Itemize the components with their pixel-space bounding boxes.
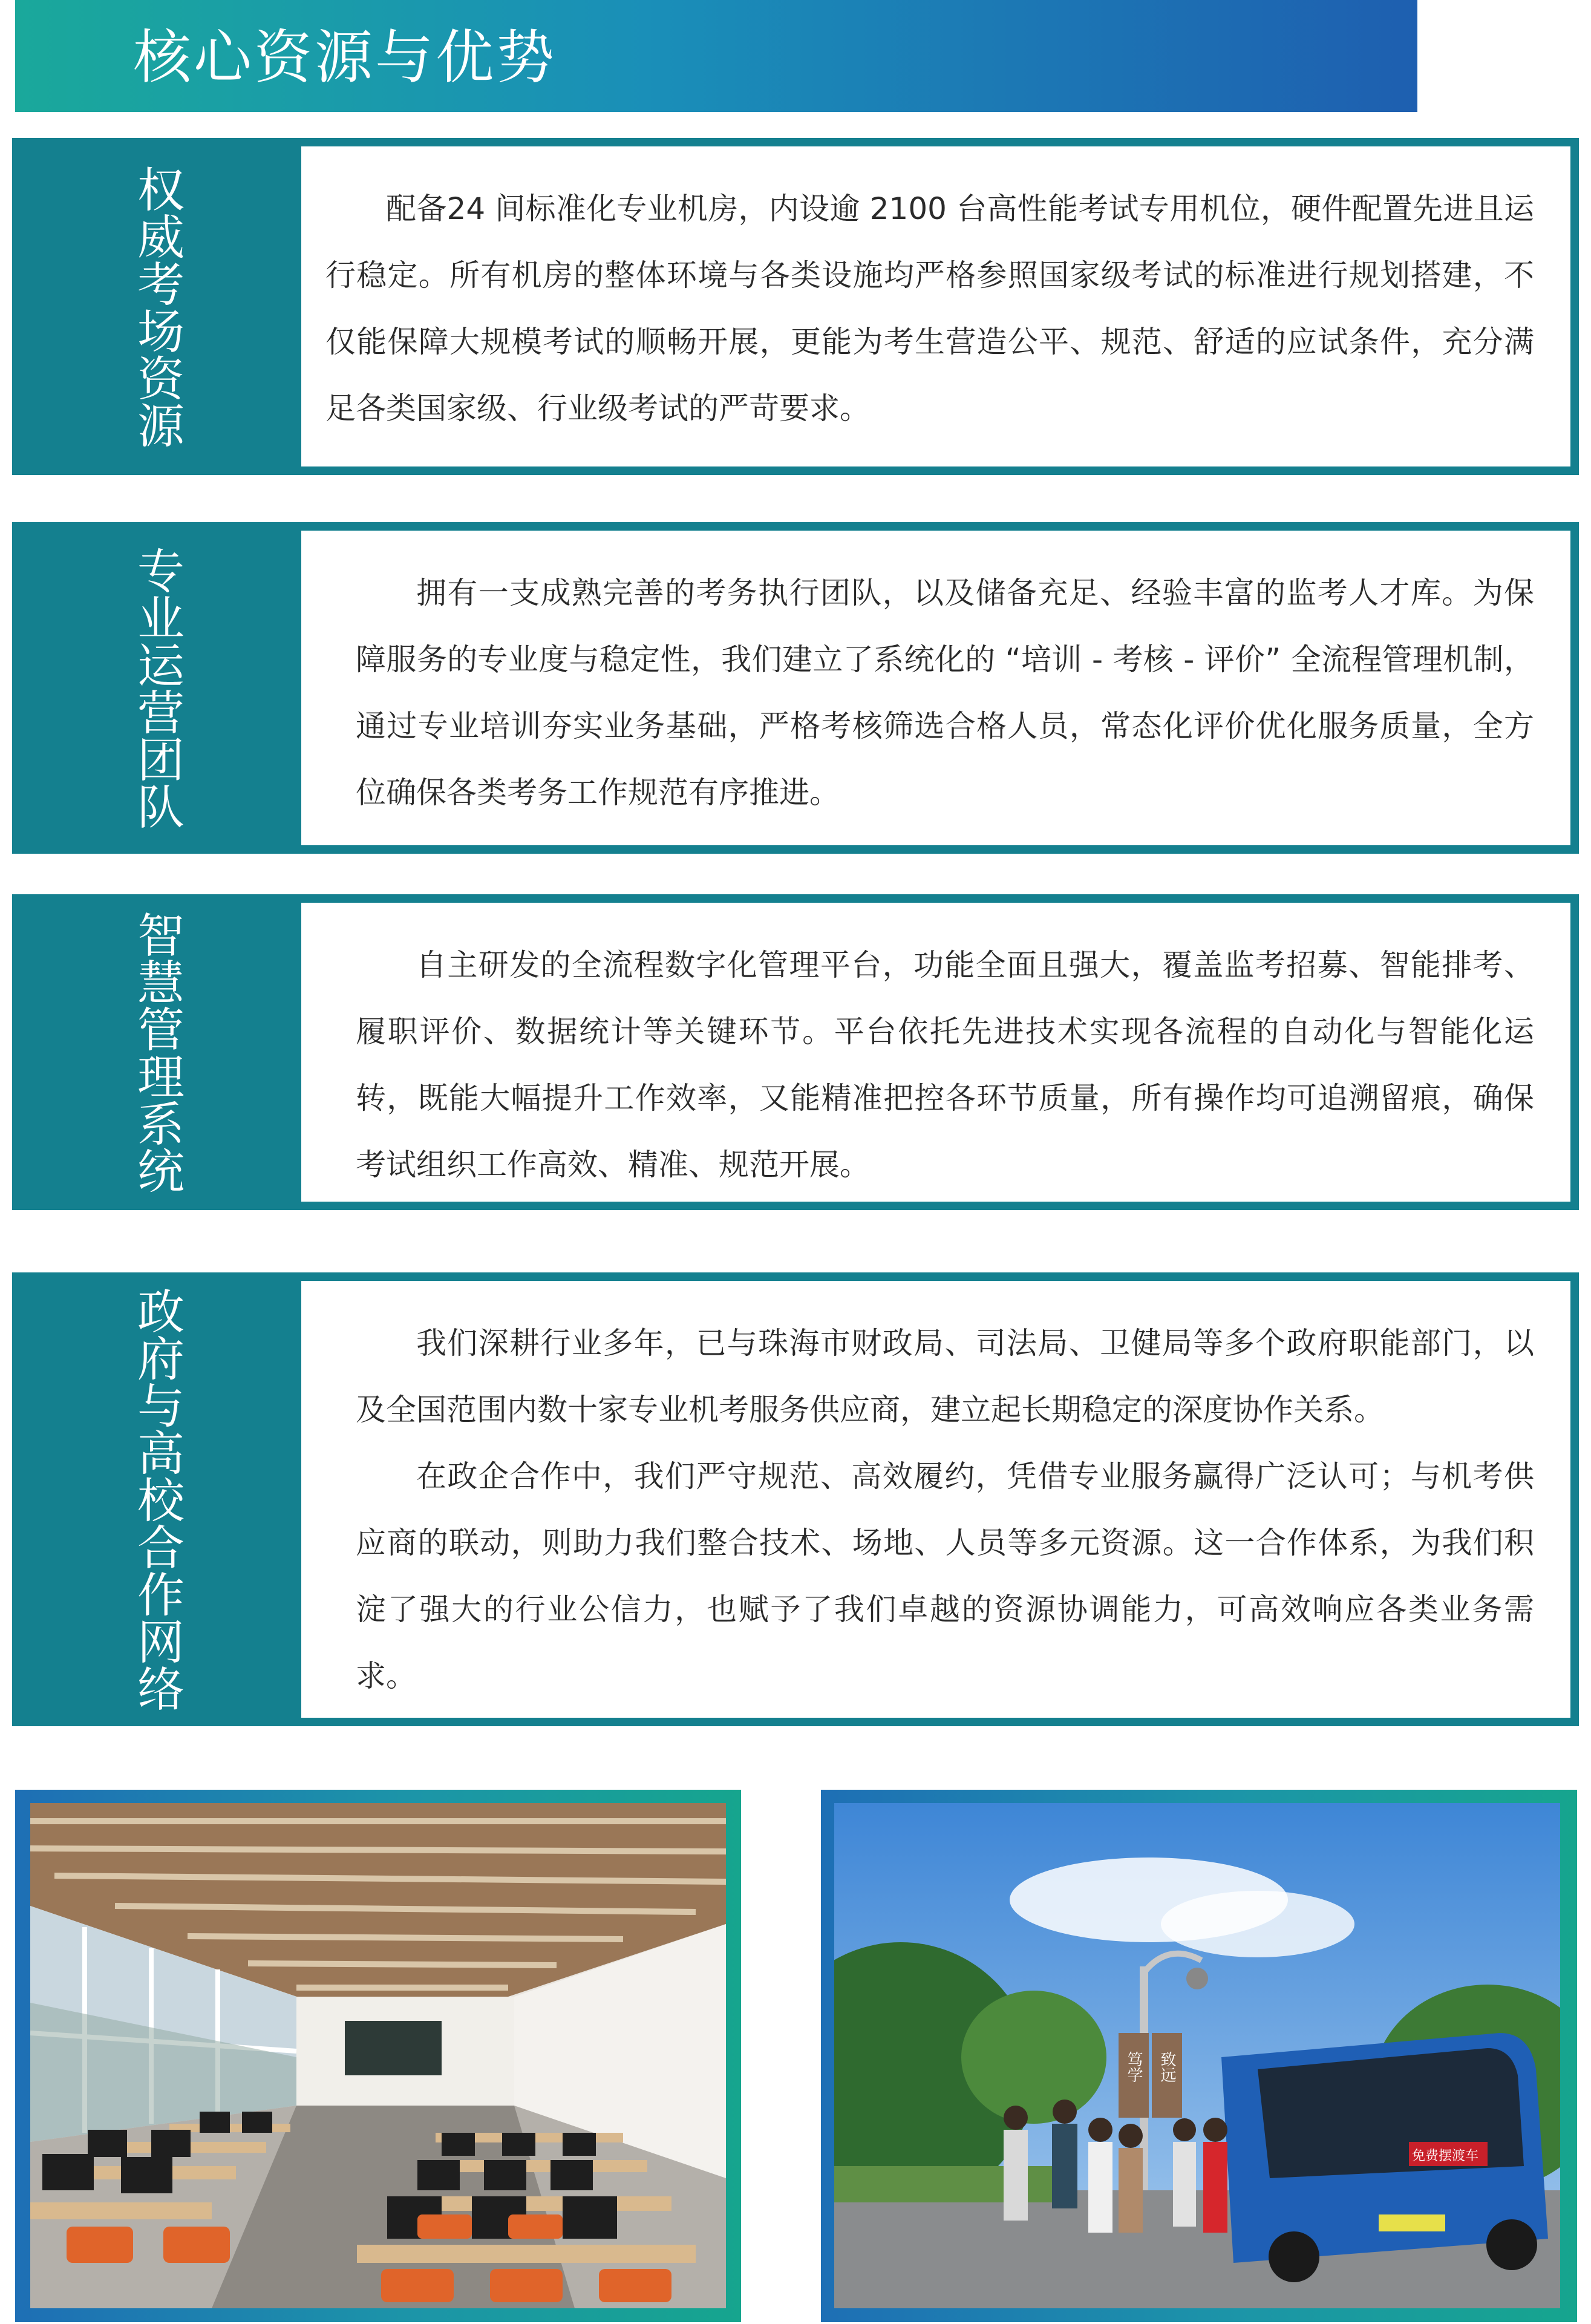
shuttle-bus-photo [834, 1803, 1560, 2308]
section-cooperation-network [12, 1272, 1579, 1726]
section-smart-management [12, 894, 1579, 1210]
section-label: 政府与高校合作网络 [129, 1287, 184, 1712]
section-exam-venues [12, 138, 1579, 475]
section-operations-team [12, 522, 1579, 854]
header-banner [15, 0, 1417, 112]
page-title: 核心资源与优势 [133, 24, 557, 91]
section-label: 智慧管理系统 [129, 911, 184, 1194]
computer-lab-photo [30, 1803, 726, 2308]
section-label: 权威考场资源 [129, 165, 184, 448]
section-paragraph: 配备24 间标准化专业机房，内设逾 2100 台高性能考试专用机位，硬件配置先进且运行稳定。所有机房的整体环境与各类设施均严格参照国家级考试的标准进行规划搭建，不仅能保障大规模考试的顺畅开展，更能为考生营造公平、规范、舒适的应试条件，充分满足各类国家级、行业级考试的严苛要求。 [325, 191, 1534, 426]
bus-banner-text: 免费摆渡车 [1412, 2149, 1479, 2164]
section-content [301, 531, 1570, 845]
bus-sign-right: 致远 [1158, 2051, 1176, 2083]
section-paragraph: 我们深耕行业多年，已与珠海市财政局、司法局、卫健局等多个政府职能部门，以及全国范围内数十家专业机考服务供应商，建立起长期稳定的深度协作关系。 [356, 1326, 1534, 1427]
section-label: 专业运营团队 [129, 546, 184, 830]
shuttle-bus-photo-frame [821, 1790, 1577, 2322]
section-paragraph: 在政企合作中，我们严守规范、高效履约，凭借专业服务赢得广泛认可；与机考供应商的联动，则助力我们整合技术、场地、人员等多元资源。这一合作体系，为我们积淀了强大的行业公信力，也赋予了我们卓越的资源协调能力，可高效响应各类业务需求。 [356, 1459, 1534, 1694]
section-content [301, 146, 1570, 466]
section-content [301, 1281, 1570, 1718]
section-paragraph: 自主研发的全流程数字化管理平台，功能全面且强大，覆盖监考招募、智能排考、履职评价、数据统计等关键环节。平台依托先进技术实现各流程的自动化与智能化运转，既能大幅提升工作效率，又能精准把控各环节质量，所有操作均可追溯留痕，确保考试组织工作高效、精准、规范开展。 [356, 948, 1534, 1182]
bus-sign-left: 笃学 [1125, 2051, 1143, 2083]
section-content [301, 903, 1570, 1202]
section-paragraph: 拥有一支成熟完善的考务执行团队，以及储备充足、经验丰富的监考人才库。为保障服务的专业度与稳定性，我们建立了系统化的 “培训 - 考核 - 评价” 全流程管理机制，通过专业培训夯实业务基础，严格考核筛选合格人员，常态化评价优化服务质量，全方位确保各类考务工作规范有序推进。 [356, 575, 1534, 810]
computer-lab-photo-frame [15, 1790, 741, 2322]
